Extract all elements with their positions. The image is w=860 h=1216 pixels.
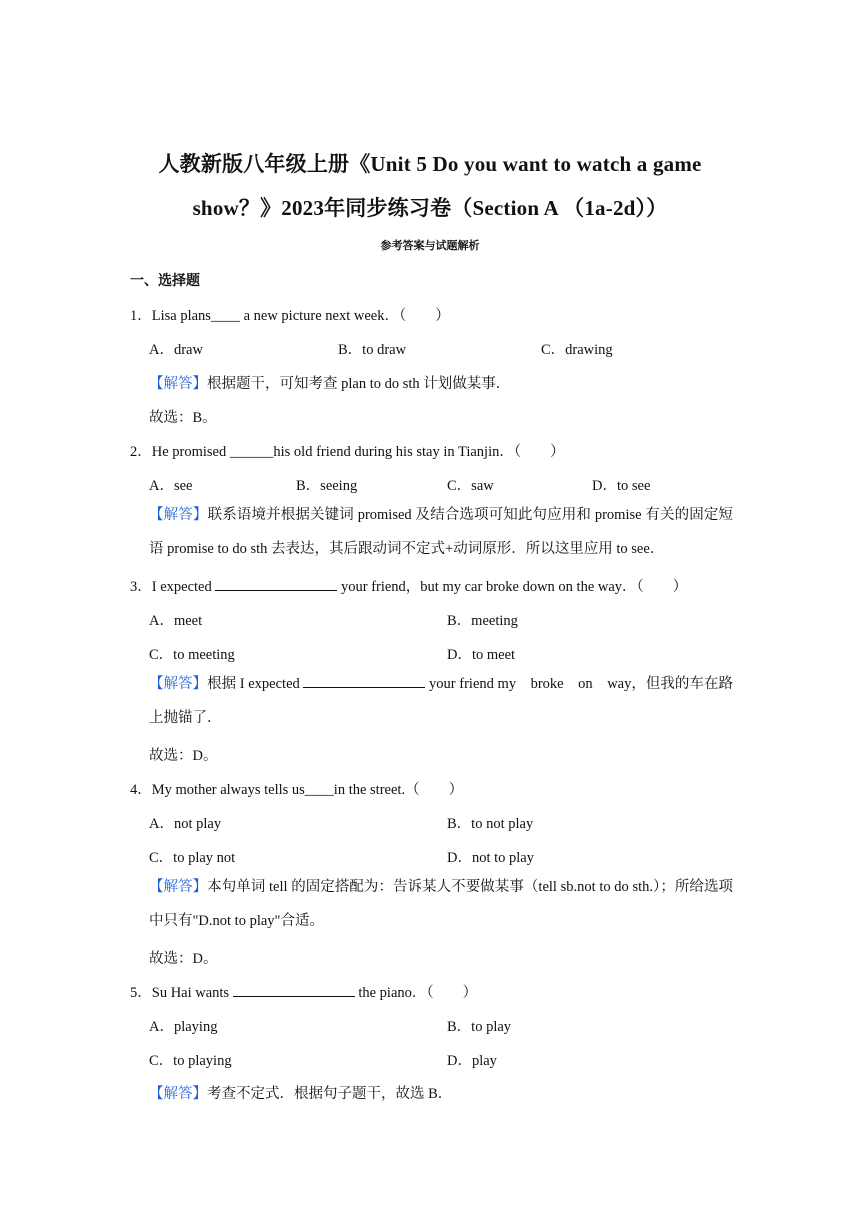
option-b: B．seeing <box>296 478 358 494</box>
question-4-choice: 故选：D。 <box>149 951 218 967</box>
question-4-analysis: 【解答】本句单词 tell 的固定搭配为：告诉某人不要做某事（tell sb.not to do sth.）；所给选项中只有"D.not to play"合适。 <box>149 879 733 929</box>
question-4-options-row-1 <box>149 812 749 832</box>
question-2-analysis: 【解答】联系语境并根据关键词 promised 及结合选项可知此句应用和 promise 有关的固定短语 promise to do sth 去表达，其后跟动词不定式+动词原形．所以这里应用 to see． <box>149 507 734 557</box>
answer-blank <box>233 982 355 997</box>
question-5-stem: 5．Su Hai wants the piano．（ ） <box>130 981 477 1002</box>
question-3-options-row-1 <box>149 609 749 629</box>
question-4-stem: 4．My mother always tells us____in the street.（ ） <box>130 782 464 798</box>
question-3-choice: 故选：D。 <box>149 748 218 764</box>
document-title-line-1: 人教新版八年级上册《Unit 5 Do you want to watch a game <box>158 152 702 176</box>
document-subtitle: 参考答案与试题解析 <box>380 239 480 252</box>
option-c: C．to meeting <box>149 647 235 663</box>
option-c: C．to play not <box>149 850 236 866</box>
option-a: A．not play <box>149 816 222 832</box>
answer-label: 【解答】 <box>149 879 208 895</box>
document-title-line-2: show？》2023年同步练习卷（Section A （1a-2d）） <box>192 196 668 220</box>
option-a: A．see <box>149 478 193 494</box>
option-c: C．drawing <box>541 342 613 358</box>
option-b: B．to draw <box>338 342 407 358</box>
question-1-stem: 1．Lisa plans____ a new picture next week．（ ） <box>130 308 450 324</box>
question-5-analysis: 【解答】考查不定式．根据句子题干，故选 B． <box>149 1086 453 1102</box>
question-5-options-row-2 <box>149 1049 749 1069</box>
option-d: D．not to play <box>447 850 534 866</box>
question-1-analysis: 【解答】根据题干，可知考查 plan to do sth 计划做某事． <box>149 376 511 392</box>
question-4-options-row-2 <box>149 846 749 866</box>
option-c: C．saw <box>447 478 494 494</box>
option-d: D．to meet <box>447 647 516 663</box>
option-b: B．to play <box>447 1019 512 1035</box>
option-b: B．to not play <box>447 816 534 832</box>
answer-label: 【解答】 <box>149 1086 207 1102</box>
answer-label: 【解答】 <box>149 507 208 523</box>
question-3-analysis: 【解答】根据 I expected your friend my broke on way，但我的车在路上抛锚了． <box>149 667 733 735</box>
option-a: A．playing <box>149 1019 218 1035</box>
option-d: D．play <box>447 1053 497 1069</box>
answer-label: 【解答】 <box>149 376 207 392</box>
question-2-stem: 2．He promised ______his old friend during his stay in Tianjin．（ ） <box>130 444 565 460</box>
answer-blank <box>303 673 425 688</box>
option-b: B．meeting <box>447 613 518 629</box>
option-d: D．to see <box>592 478 651 494</box>
question-1-choice: 故选：B。 <box>149 410 217 426</box>
question-1-options <box>149 338 749 358</box>
answer-blank <box>215 576 337 591</box>
question-2-options <box>149 474 749 494</box>
option-a: A．meet <box>149 613 203 629</box>
option-a: A．draw <box>149 342 203 358</box>
question-3-options-row-2 <box>149 643 749 663</box>
answer-label: 【解答】 <box>149 676 208 692</box>
question-3-stem: 3．I expected your friend，but my car broke down on the way．（ ） <box>130 575 687 596</box>
question-5-options-row-1 <box>149 1015 749 1035</box>
option-c: C．to playing <box>149 1053 232 1069</box>
section-heading: 一、选择题 <box>130 273 200 289</box>
